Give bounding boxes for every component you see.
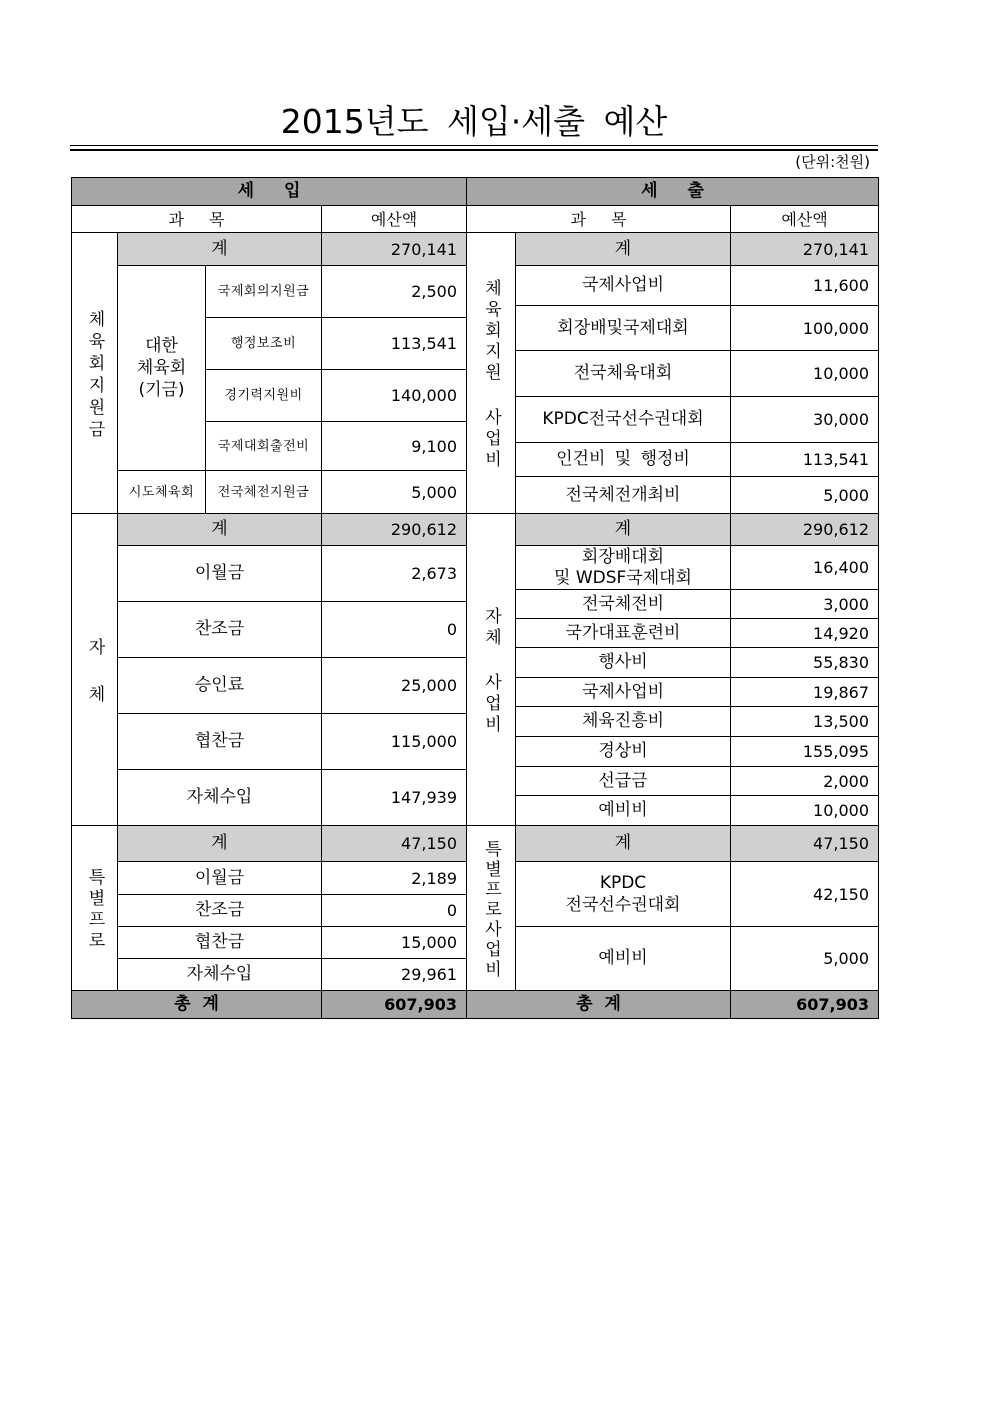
revenue-item-label: 찬조금 — [117, 601, 322, 658]
revenue-subtotal-amount: 290,612 — [321, 513, 467, 546]
expense-category-cell — [466, 232, 516, 514]
expense-item-amount: 100,000 — [730, 305, 879, 351]
revenue-total-amount: 607,903 — [321, 990, 467, 1019]
expense-item-label: 전국체전비 — [515, 589, 731, 619]
revenue-category-cell — [71, 232, 118, 514]
expense-item-amount: 14,920 — [730, 618, 879, 648]
expense-subtotal-amount: 270,141 — [730, 232, 879, 266]
revenue-item-amount: 0 — [321, 601, 467, 658]
expense-item-label: 예비비 — [515, 795, 731, 826]
revenue-item-amount: 2,500 — [321, 265, 467, 318]
revenue-item-amount: 0 — [321, 894, 467, 927]
expense-category-label: 체육회지원 사업비 — [481, 279, 501, 471]
revenue-item-amount: 2,189 — [321, 861, 467, 895]
expense-item-amount: 11,600 — [730, 265, 879, 306]
revenue-item-amount: 25,000 — [321, 657, 467, 714]
expense-item-amount: 5,000 — [730, 476, 879, 514]
expense-item-label: 회장배대회 및 WDSF국제대회 — [515, 545, 731, 590]
expense-item-label: 체육진흥비 — [515, 706, 731, 737]
expense-item-label: KPDC전국선수권대회 — [515, 396, 731, 443]
expense-item-amount: 2,000 — [730, 766, 879, 796]
revenue-item-label: 찬조금 — [117, 894, 322, 927]
expense-item-label: 회장배및국제대회 — [515, 305, 731, 351]
revenue-category-cell — [71, 825, 118, 991]
revenue-item-label: 협찬금 — [117, 926, 322, 959]
expense-item-label: 국제사업비 — [515, 677, 731, 707]
expense-subtotal-label: 계 — [515, 232, 731, 266]
revenue-item-label: 협찬금 — [117, 713, 322, 770]
expense-item-amount: 55,830 — [730, 647, 879, 678]
revenue-item-label: 자체수입 — [117, 958, 322, 991]
revenue-item-label: 국제회의지원금 — [205, 265, 322, 318]
expense-total-amount: 607,903 — [730, 990, 879, 1019]
revenue-category-cell — [71, 513, 118, 826]
document-title: 2015년도 세입·세출 예산 — [280, 102, 668, 141]
revenue-item-amount: 113,541 — [321, 317, 467, 370]
expense-item-amount: 10,000 — [730, 795, 879, 826]
expense-subtotal-label: 계 — [515, 825, 731, 862]
revenue-group-cell: 대한 체육회 (기금) — [117, 265, 206, 471]
revenue-category-label: 체육회지원금 — [84, 309, 105, 442]
expense-item-label: 선급금 — [515, 766, 731, 796]
expense-item-label: 전국체육대회 — [515, 350, 731, 397]
revenue-item-amount: 115,000 — [321, 713, 467, 770]
revenue-item-amount: 147,939 — [321, 769, 467, 826]
revenue-item-amount: 2,673 — [321, 545, 467, 602]
expense-item-label: KPDC 전국선수권대회 — [515, 861, 731, 927]
revenue-item-amount: 140,000 — [321, 369, 467, 422]
expense-item-label: 전국체전개최비 — [515, 476, 731, 514]
expense-category-label: 자체 사업비 — [481, 607, 501, 736]
revenue-item-label: 전국체전지원금 — [205, 470, 322, 514]
revenue-item-label: 이월금 — [117, 861, 322, 895]
revenue-item-label: 이월금 — [117, 545, 322, 602]
title-double-rule — [70, 145, 878, 151]
revenue-item-amount: 29,961 — [321, 958, 467, 991]
revenue-item-amount: 5,000 — [321, 470, 467, 514]
revenue-item-amount: 15,000 — [321, 926, 467, 959]
expense-subtotal-amount: 290,612 — [730, 513, 879, 546]
expense-item-amount: 3,000 — [730, 589, 879, 619]
expense-item-label: 행사비 — [515, 647, 731, 678]
expense-subtotal-label: 계 — [515, 513, 731, 546]
revenue-item-label: 자체수입 — [117, 769, 322, 826]
revenue-subtotal-amount: 270,141 — [321, 232, 467, 266]
expense-item-amount: 42,150 — [730, 861, 879, 927]
expense-item-amount: 113,541 — [730, 442, 879, 477]
revenue-group-cell: 시도체육회 — [117, 470, 206, 514]
expense-item-amount: 155,095 — [730, 736, 879, 767]
expense-subtotal-amount: 47,150 — [730, 825, 879, 862]
expense-header: 세 출 — [466, 177, 879, 206]
expense-item-amount: 19,867 — [730, 677, 879, 707]
expense-item-amount: 30,000 — [730, 396, 879, 443]
expense-category-label: 특별프로사업비 — [481, 839, 501, 980]
expense-category-cell — [466, 825, 516, 991]
expense-item-amount: 10,000 — [730, 350, 879, 397]
revenue-item-label: 국제대회출전비 — [205, 421, 322, 471]
budget-table — [71, 177, 879, 1019]
expense-item-label: 국제사업비 — [515, 265, 731, 306]
revenue-item-amount: 9,100 — [321, 421, 467, 471]
expense-item-label: 국가대표훈련비 — [515, 618, 731, 648]
revenue-category-label: 특별프로 — [84, 868, 105, 952]
revenue-header: 세 입 — [71, 177, 467, 206]
revenue-item-label: 행정보조비 — [205, 317, 322, 370]
revenue-subject-header: 과 목 — [71, 205, 322, 233]
revenue-total-label: 총 계 — [71, 990, 322, 1019]
revenue-subtotal-label: 계 — [117, 513, 322, 546]
revenue-subtotal-label: 계 — [117, 232, 322, 266]
revenue-subtotal-amount: 47,150 — [321, 825, 467, 862]
expense-amount-header: 예산액 — [730, 205, 879, 233]
expense-item-label: 경상비 — [515, 736, 731, 767]
revenue-item-label: 승인료 — [117, 657, 322, 714]
revenue-subtotal-label: 계 — [117, 825, 322, 862]
expense-item-label: 인건비 및 행정비 — [515, 442, 731, 477]
expense-subject-header: 과 목 — [466, 205, 731, 233]
expense-item-amount: 5,000 — [730, 926, 879, 991]
revenue-category-label: 자 체 — [84, 637, 105, 707]
revenue-amount-header: 예산액 — [321, 205, 467, 233]
expense-category-cell — [466, 513, 516, 826]
expense-item-amount: 13,500 — [730, 706, 879, 737]
revenue-item-label: 경기력지원비 — [205, 369, 322, 422]
unit-note: (단위:천원) — [795, 153, 870, 171]
expense-item-amount: 16,400 — [730, 545, 879, 590]
expense-total-label: 총 계 — [466, 990, 731, 1019]
expense-item-label: 예비비 — [515, 926, 731, 991]
